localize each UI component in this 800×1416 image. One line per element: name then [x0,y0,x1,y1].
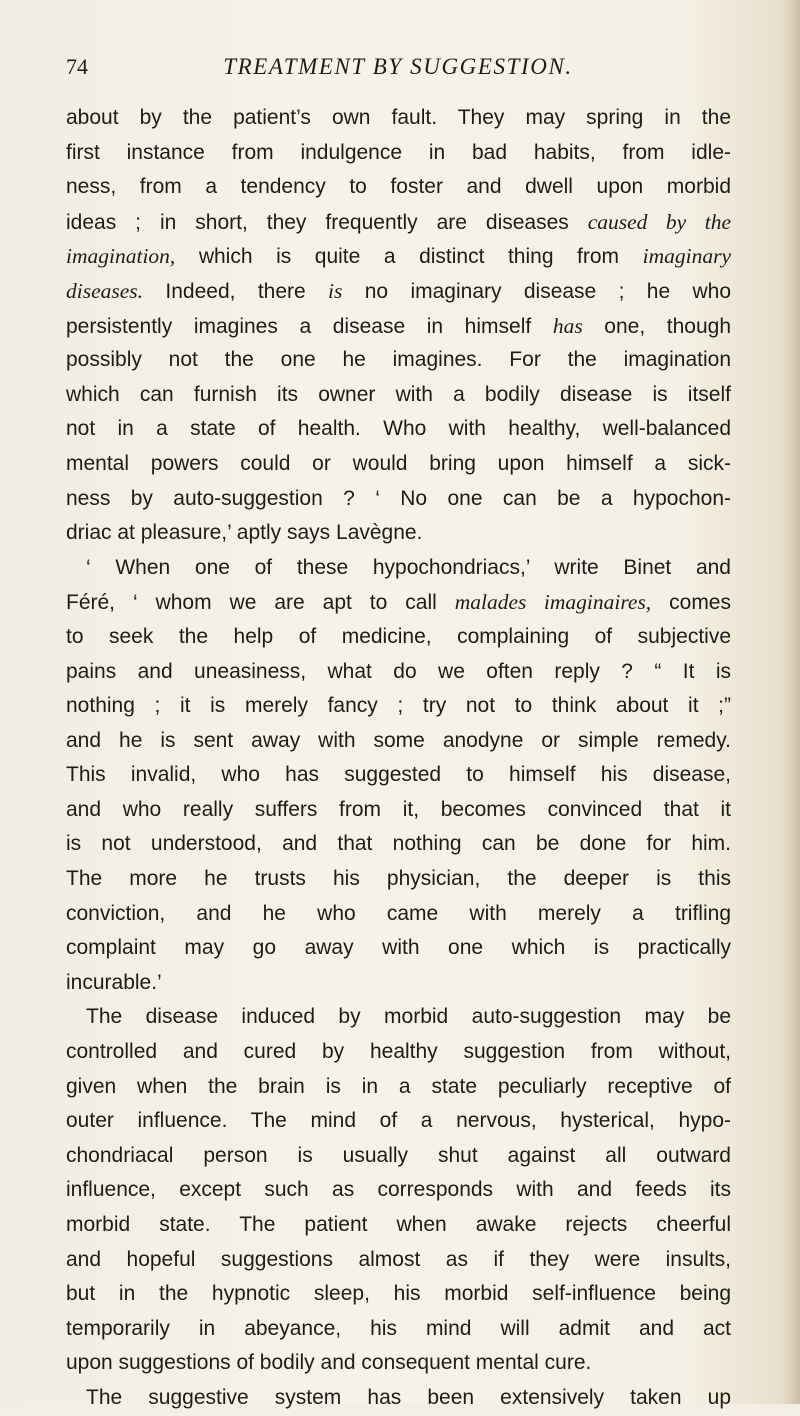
text-line [66,1035,731,1070]
text-segment: persistently imagines a disease in himself [66,314,553,338]
text-line [66,1104,731,1139]
text-line [66,1070,731,1105]
text-line [66,931,731,966]
running-title: TREATMENT BY SUGGESTION. [223,54,573,79]
text-segment: driac at pleasure,’ aptly says Lavègne. [66,521,423,545]
text-segment: and hopeful suggestions almost as if they were insults, [66,1247,731,1271]
text-line [66,378,731,413]
text-segment: conviction, and he who came with merely a trifling [66,901,731,925]
text-segment: comes [651,591,731,615]
text-segment: chondriacal person is usually shut against all outward [66,1143,731,1167]
text-segment: one, though [582,314,731,338]
italic-text: caused by the [587,209,731,234]
text-segment: ness, from a tendency to foster and dwell upon morbid [66,175,731,199]
text-segment: mental powers could or would bring upon himself a sick- [66,451,731,475]
text-segment: controlled and cured by healthy suggestion from without, [66,1040,731,1064]
italic-text: diseases. [66,278,144,303]
italic-text: malades imaginaires, [454,590,652,615]
text-segment: Féré, ‘ whom we are apt to call [66,591,455,615]
text-segment: but in the hypnotic sleep, his morbid self-influence being [66,1282,731,1306]
page-header [66,50,730,84]
text-segment: not in a state of health. Who with healthy, well-balanced [66,417,731,441]
text-line [66,1312,731,1347]
text-segment: about by the patient’s own fault. They may spring in the [66,106,731,129]
text-segment: This invalid, who has suggested to himself his disease, [66,763,731,787]
text-segment: and who really suffers from it, becomes convinced that it [66,797,731,821]
text-line [66,170,731,205]
italic-text: imaginary [642,244,731,269]
text-segment: nothing ; it is merely fancy ; try not to think about it ;” [66,694,731,718]
text-segment: Indeed, there [143,279,329,303]
text-segment: which can furnish its owner with a bodily disease is itself [66,382,731,406]
text-segment: upon suggestions of bodily and consequent mental cure. [66,1351,592,1375]
text-line [66,1243,731,1278]
text-line [66,309,731,344]
text-segment: pains and uneasiness, what do we often reply ? “ It is [66,659,731,683]
text-line [66,793,731,828]
text-line [66,758,731,793]
text-line [66,482,731,517]
text-segment: ideas ; in short, they frequently are diseases [66,210,588,234]
italic-text: imagination, [66,244,176,269]
text-segment: ‘ When one of these hypochondriacs,’ write Binet and [86,555,731,579]
text-line [66,1277,731,1312]
text-segment: is not understood, and that nothing can be done for him. [66,832,731,856]
text-segment: complaint may go away with one which is practically [66,936,731,960]
text-line [66,897,731,932]
text-segment: outer influence. The mind of a nervous, hysterical, hypo- [66,1109,731,1133]
text-segment: to seek the help of medicine, complaining of subjective [66,624,731,648]
text-line [66,862,731,897]
text-segment: influence, except such as corresponds with and feeds its [66,1178,731,1202]
text-line [66,1346,731,1381]
text-segment: given when the brain is in a state peculiarly receptive of [66,1074,731,1098]
text-segment: which is quite a distinct thing from [175,245,643,269]
text-segment: The disease induced by morbid auto-suggestion may be [86,1005,731,1029]
text-line [66,343,731,378]
text-line [66,724,731,759]
text-line [66,1381,731,1416]
italic-text: is [328,278,343,303]
text-segment: and he is sent away with some anodyne or simple remedy. [66,728,731,752]
page-edge-shadow [786,0,800,1404]
text-segment: incurable.’ [66,970,162,994]
italic-text: has [552,313,583,338]
text-line [66,655,731,690]
text-line [66,1139,731,1174]
page-number: 74 [66,54,88,79]
text-segment: morbid state. The patient when awake rejects cheerful [66,1213,731,1236]
text-line [66,551,731,586]
text-line [66,447,731,482]
text-segment: no imaginary disease ; he who [342,279,732,303]
text-line [66,966,731,1001]
text-line [66,620,731,655]
text-segment: The suggestive system has been extensively taken up [86,1385,731,1409]
text-line [66,239,731,274]
text-line [66,136,731,171]
text-line [66,1173,731,1208]
text-line [66,205,731,240]
text-line [66,516,731,551]
text-line [66,827,731,862]
text-segment: The more he trusts his physician, the deeper is this [66,867,731,891]
text-line [66,1000,731,1035]
text-line [66,689,731,724]
text-segment: temporarily in abeyance, his mind will admit and act [66,1316,731,1340]
text-segment: possibly not the one he imagines. For the imagination [66,348,731,372]
text-line [66,412,731,447]
text-line [66,585,731,620]
text-line [66,101,731,136]
text-line [66,274,731,309]
text-segment: first instance from indulgence in bad habits, from idle- [66,140,731,164]
body-text [66,101,731,1416]
text-line [66,1208,731,1243]
text-segment: ness by auto-suggestion ? ‘ No one can be a hypochon- [66,486,731,510]
